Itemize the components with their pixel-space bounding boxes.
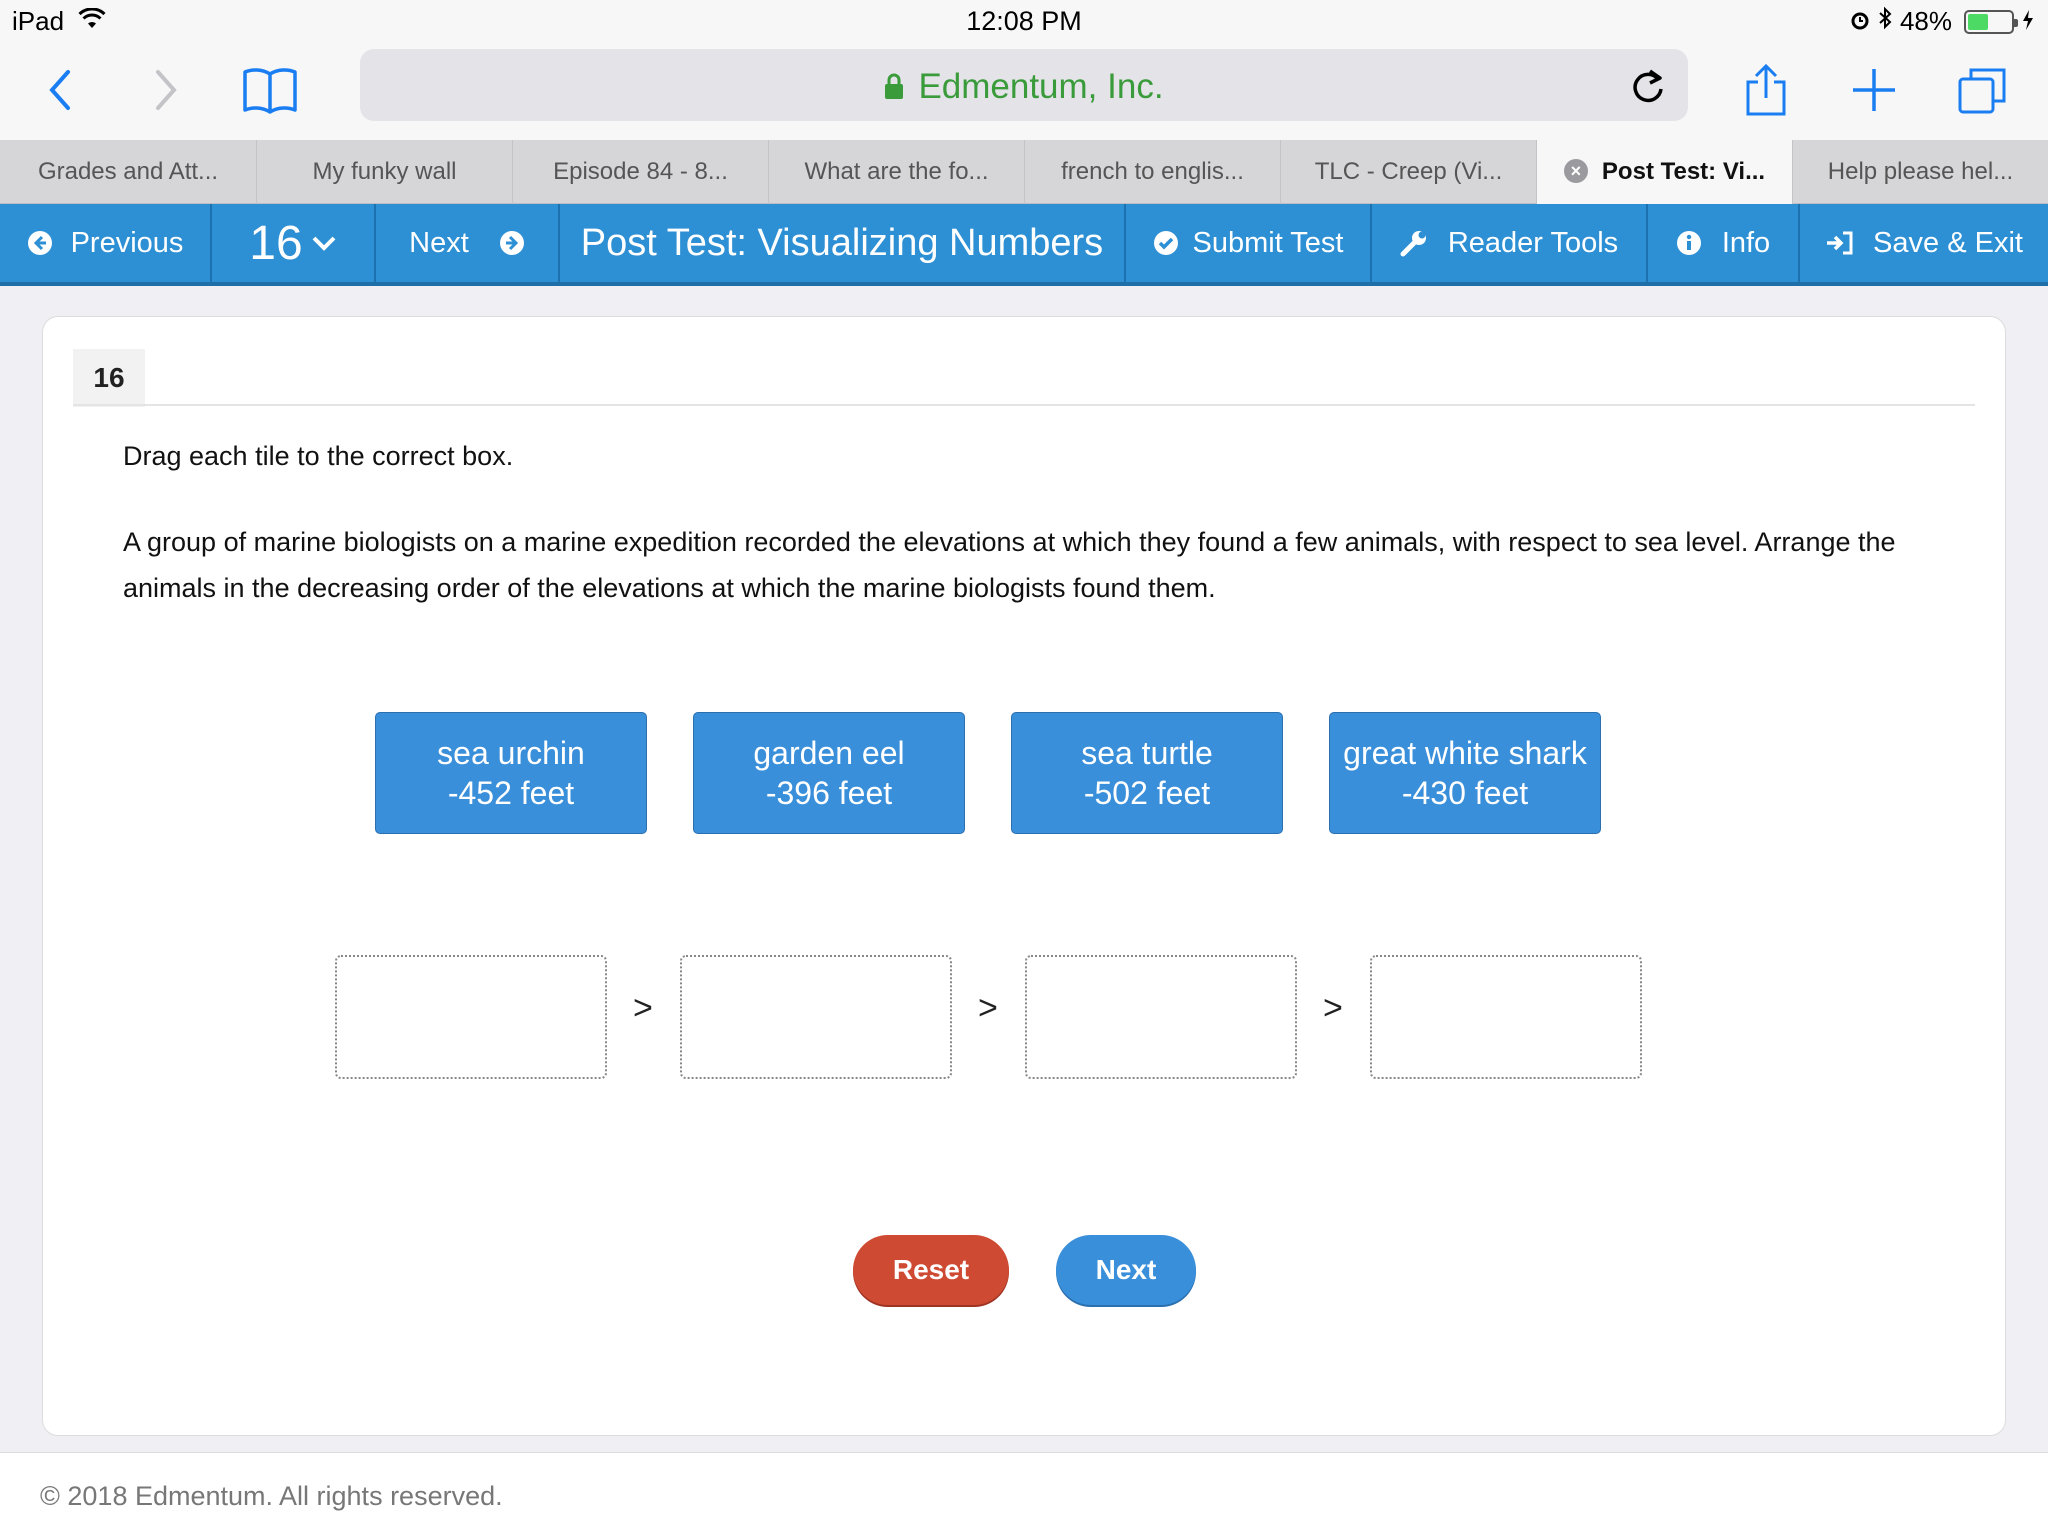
bluetooth-icon (1878, 6, 1892, 37)
question-number-badge: 16 (73, 349, 145, 407)
submit-label: Submit Test (1192, 226, 1344, 259)
question-text: A group of marine biologists on a marine expedition recorded the elevations at which they found a few animals, with respect to sea level. Arrange the animals in the decreasing order of the elevations at which the marine biologists found them. (123, 527, 1896, 603)
charging-icon (2022, 6, 2034, 37)
info-icon (1676, 230, 1702, 256)
battery-icon (1964, 10, 2014, 34)
tile-elevation: -430 feet (1401, 775, 1529, 811)
back-icon[interactable] (28, 58, 92, 122)
previous-button[interactable] (0, 204, 212, 282)
greater-than-sign: > (633, 989, 653, 1027)
clock: 12:08 PM (966, 6, 1082, 36)
lock-icon (884, 69, 904, 109)
instruction-text: Drag each tile to the correct box. (123, 441, 514, 471)
arrow-right-circle-icon (499, 230, 525, 256)
reset-button[interactable]: Reset (853, 1235, 1009, 1305)
save-exit-button[interactable] (1800, 204, 2048, 282)
browser-tab[interactable] (769, 140, 1025, 204)
next-button[interactable]: Next (1056, 1235, 1196, 1305)
question-number-dropdown[interactable] (212, 204, 376, 282)
battery-percent: 48% (1899, 6, 1952, 36)
reader-tools-button[interactable] (1372, 204, 1648, 282)
share-icon[interactable] (1734, 58, 1798, 122)
tab-label: Post Test: Vi... (1601, 158, 1766, 185)
new-tab-icon[interactable] (1842, 58, 1906, 122)
tile-animal: sea turtle (1081, 735, 1213, 771)
tile-elevation: -452 feet (447, 775, 575, 811)
previous-label: Previous (70, 226, 184, 259)
submit-test-button[interactable] (1126, 204, 1372, 282)
device-label: iPad (12, 6, 65, 36)
tile-animal: sea urchin (437, 735, 585, 771)
wrench-icon (1400, 229, 1428, 257)
browser-tabs (0, 140, 2048, 204)
sign-out-icon (1825, 230, 1853, 256)
forward-icon[interactable] (134, 58, 198, 122)
alarm-icon (1850, 6, 1870, 37)
browser-tab[interactable] (1025, 140, 1281, 204)
check-circle-icon (1153, 230, 1179, 256)
url-display (360, 67, 1688, 109)
status-bar (0, 0, 2048, 44)
browser-tab[interactable] (1793, 140, 2048, 204)
divider (73, 404, 1975, 406)
status-right (1850, 6, 2034, 37)
info-button[interactable] (1648, 204, 1800, 282)
browser-tab[interactable] (0, 140, 257, 204)
tab-label: Episode 84 - 8... (553, 158, 728, 185)
arrow-left-circle-icon (27, 230, 53, 256)
close-tab-icon[interactable]: × (1564, 159, 1588, 183)
tab-label: TLC - Creep (Vi... (1314, 158, 1503, 185)
reload-icon[interactable] (1630, 65, 1666, 110)
bookmarks-icon[interactable] (238, 58, 302, 122)
chevron-down-icon (311, 234, 337, 252)
tab-label: french to englis... (1061, 158, 1244, 185)
browser-tab-active[interactable] (1537, 140, 1793, 204)
tile-elevation: -396 feet (765, 775, 893, 811)
drop-box-3[interactable] (1025, 955, 1297, 1079)
drop-box-2[interactable] (680, 955, 952, 1079)
reader-tools-label: Reader Tools (1447, 226, 1619, 259)
tile-animal: garden eel (753, 735, 905, 771)
browser-tab[interactable] (513, 140, 769, 204)
question-number-label: 16 (249, 216, 303, 270)
test-title: Post Test: Visualizing Numbers (560, 204, 1126, 282)
answer-tile[interactable] (693, 712, 965, 834)
tab-label: My funky wall (312, 158, 457, 185)
next-nav-button[interactable] (376, 204, 560, 282)
browser-tab[interactable] (1281, 140, 1537, 204)
browser-toolbar (0, 44, 2048, 140)
greater-than-sign: > (978, 989, 998, 1027)
question-card (42, 316, 2006, 1436)
info-label: Info (1721, 226, 1771, 259)
url-text: Edmentum, Inc. (918, 67, 1164, 106)
browser-tab[interactable] (257, 140, 513, 204)
tile-animal: great white shark (1343, 735, 1587, 771)
tab-label: What are the fo... (804, 158, 989, 185)
next-label: Next (409, 226, 469, 259)
greater-than-sign: > (1323, 989, 1343, 1027)
tabs-overview-icon[interactable] (1950, 58, 2014, 122)
test-nav-bar (0, 204, 2048, 286)
tab-label: Grades and Att... (37, 158, 219, 185)
copyright-text: © 2018 Edmentum. All rights reserved. (40, 1481, 503, 1511)
answer-tile[interactable] (1329, 712, 1601, 834)
answer-tile[interactable] (1011, 712, 1283, 834)
drop-box-1[interactable] (335, 955, 607, 1079)
tile-elevation: -502 feet (1083, 775, 1211, 811)
save-exit-label: Save & Exit (1873, 226, 2023, 259)
answer-tile[interactable] (375, 712, 647, 834)
footer (0, 1452, 2048, 1536)
battery-fill (1968, 14, 1988, 30)
tab-label: Help please hel... (1827, 158, 2014, 185)
drop-box-4[interactable] (1370, 955, 1642, 1079)
address-bar[interactable] (360, 49, 1688, 121)
